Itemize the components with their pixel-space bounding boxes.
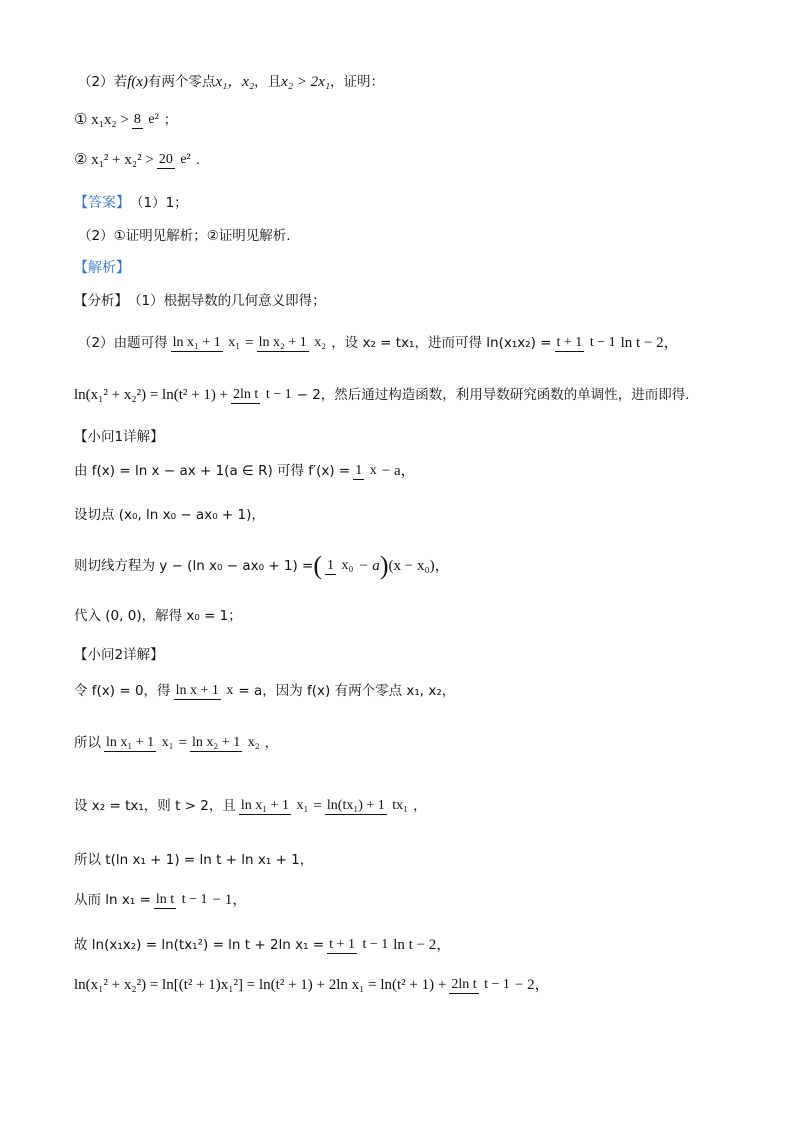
q2-line-5: 从而 ln x₁ = ln t t − 1 − 1，: [74, 892, 248, 908]
fraction: 8 e²: [133, 112, 159, 127]
fraction: ln(tx₁) + 1 tx₁: [326, 798, 409, 813]
answer-tag: 【答案】: [74, 195, 130, 211]
q2-line-2: 所以 ln x₁ + 1 x₁ = ln x₂ + 1 x₂ ，: [74, 735, 279, 751]
analysis-tag-line: [74, 258, 760, 278]
analysis-tag: 【解析】: [74, 260, 130, 276]
fenxi-line: 【分析】 （1）根据导数的几何意义即得；: [74, 293, 326, 309]
claim-2: ② x₁² + x₂² > 20 e² .: [74, 152, 201, 168]
q1-tag: 【小问1详解】: [74, 429, 164, 445]
fraction: ln x₁ + 1 x₁: [172, 335, 241, 350]
fraction: 1 x₀: [327, 558, 354, 573]
q2-line-6: 故 ln(x₁x₂) = ln(tx₁²) = ln t + 2ln x₁ = t + 1 t − 1 ln t − 2，: [74, 937, 452, 953]
fraction: t + 1 t − 1: [556, 335, 616, 350]
q1-line-2: 设切点 (x₀, ln x₀ − ax₀ + 1)，: [74, 507, 265, 523]
claim-1: ① x₁x₂ > 8 e² ；: [74, 112, 178, 128]
q2-tag: 【小问2详解】: [74, 647, 164, 663]
fraction: ln x₂ + 1 x₂: [258, 335, 327, 350]
q2-tag-line: [74, 645, 760, 665]
q2-line-3: 设 x₂ = tx₁，则 t > 2，且 ln x₁ + 1 x₁ = ln(tx₁) + 1 tx₁ ，: [74, 798, 427, 814]
q1-line-3: 则切线方程为 y − (ln x₀ − ax₀ + 1) = ( 1 x₀ − a ) (x − x₀)，: [74, 551, 450, 580]
q2-line-7: ln(x₁² + x₂²) = ln[(t² + 1)x₁²] = ln(t² + 1) + 2ln x₁ = ln(t² + 1) + 2ln t t − 1 − 2，: [74, 977, 550, 993]
q1-line-4: 代入 (0, 0)，解得 x₀ = 1；: [74, 608, 242, 624]
q1-tag-line: [74, 427, 760, 447]
fraction: ln x₁ + 1 x₁: [106, 735, 174, 750]
fraction: t + 1 t − 1: [329, 937, 389, 952]
fraction: 20 e²: [158, 152, 191, 167]
q2-line-1: 令 f(x) = 0，得 ln x + 1 x = a，因为 f(x) 有两个零点 x₁, x₂，: [74, 683, 456, 699]
fraction: 2ln t t − 1: [451, 977, 510, 992]
answer-line: 【答案】 （1）1；: [74, 195, 188, 211]
fenxi-line-3: ln(x₁² + x₂²) = ln(t² + 1) + 2ln t t − 1 − 2，然后通过构造函数，利用导数研究函数的单调性，进而即得.: [74, 387, 690, 403]
fenxi-tag: 【分析】: [74, 293, 128, 309]
fenxi-line-2: （2）由题可得 ln x₁ + 1 x₁ = ln x₂ + 1 x₂ ，设 x₂ = tx₁，进而可得 ln(x₁x₂) = t + 1 t − 1 ln t − 2，: [78, 335, 679, 351]
fraction: ln x₁ + 1 x₁: [240, 798, 309, 813]
part2-question: （2）若 f(x) 有两个零点 x₁，x₂ ，且 x₂ > 2x₁ ，证明：: [78, 74, 385, 90]
fraction: 1 x: [355, 463, 377, 478]
fraction: 2ln t t − 1: [233, 387, 292, 402]
fraction: ln x + 1 x: [175, 683, 234, 698]
q2-line-4: 所以 t(ln x₁ + 1) = ln t + ln x₁ + 1，: [74, 852, 314, 868]
fraction: ln t t − 1: [155, 892, 208, 907]
q1-line-1: 由 f(x) = ln x − ax + 1(a ∈ R) 可得 f′(x) = 1 x − a，: [74, 463, 416, 479]
fraction: ln x₂ + 1 x₂: [192, 735, 260, 750]
answer-line-2: （2）①证明见解析；②证明见解析.: [78, 228, 291, 244]
